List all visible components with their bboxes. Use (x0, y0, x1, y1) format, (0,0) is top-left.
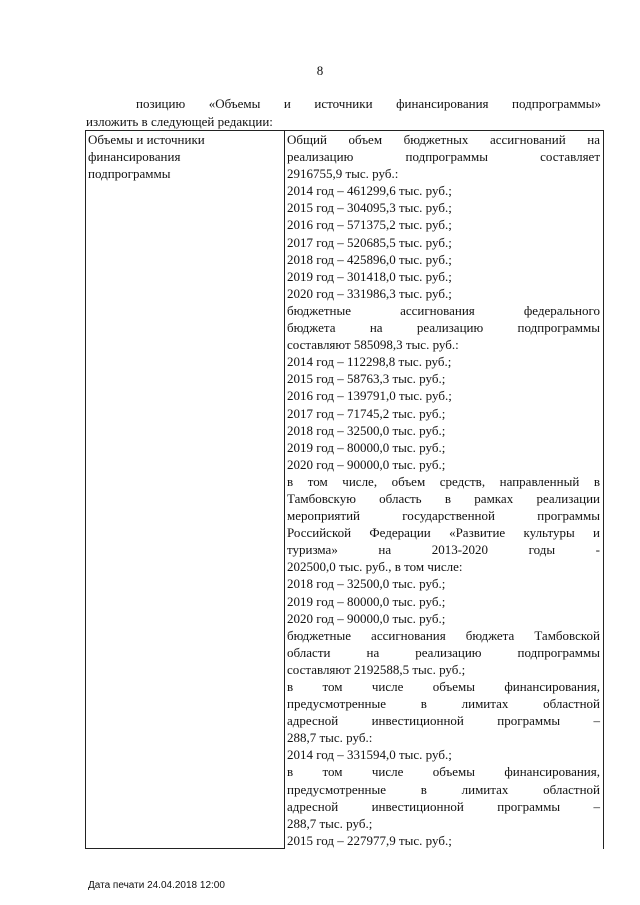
funding-detail-line: предусмотренные в лимитах областной (287, 781, 600, 797)
funding-detail-line: 2015 год – 304095,3 тыс. руб.; (287, 200, 452, 216)
left-cell-line: финансирования (88, 149, 181, 165)
funding-detail-line: 2014 год – 461299,6 тыс. руб.; (287, 183, 452, 199)
funding-detail-line: 288,7 тыс. руб.; (287, 815, 373, 831)
funding-detail-line: 2014 год – 112298,8 тыс. руб.; (287, 354, 452, 370)
funding-detail-line: области на реализацию подпрограммы (287, 644, 600, 660)
funding-detail-line: реализацию подпрограммы составляет (287, 149, 600, 165)
funding-detail-line: бюджетные ассигнования федерального (287, 302, 600, 318)
funding-detail-line: 2018 год – 425896,0 тыс. руб.; (287, 251, 452, 267)
funding-detail-line: 2016 год – 571375,2 тыс. руб.; (287, 217, 452, 233)
funding-detail-line: 2020 год – 90000,0 тыс. руб.; (287, 610, 446, 626)
funding-detail-line: 2020 год – 331986,3 тыс. руб.; (287, 285, 452, 301)
funding-detail-line: 2017 год – 520685,5 тыс. руб.; (287, 234, 452, 250)
funding-detail-line: составляют 585098,3 тыс. руб.: (287, 337, 459, 353)
funding-detail-line: бюджета на реализацию подпрограммы (287, 320, 600, 336)
funding-detail-line: Общий объем бюджетных ассигнований на (287, 132, 600, 147)
funding-detail-line: 2016 год – 139791,0 тыс. руб.; (287, 388, 452, 404)
funding-detail-line: адресной инвестиционной программы – (287, 713, 600, 729)
funding-detail-line: 2018 год – 32500,0 тыс. руб.; (287, 576, 446, 592)
funding-detail-line: 202500,0 тыс. руб., в том числе: (287, 559, 463, 575)
funding-detail-line: 288,7 тыс. руб.: (287, 730, 373, 746)
funding-detail-line: в том числе объемы финансирования, (287, 679, 600, 694)
funding-detail-line: в том числе, объем средств, направленный в (287, 473, 600, 489)
funding-detail-line: Тамбовскую область в рамках реализации (287, 490, 600, 506)
funding-detail-line: 2020 год – 90000,0 тыс. руб.; (287, 456, 446, 472)
funding-detail-line: мероприятий государственной программы (287, 508, 600, 524)
funding-detail-line: бюджетные ассигнования бюджета Тамбовской (287, 627, 600, 643)
funding-details-cell (285, 131, 604, 849)
print-date-footer: Дата печати 24.04.2018 12:00 (88, 880, 225, 891)
funding-detail-line: 2017 год – 71745,2 тыс. руб.; (287, 405, 446, 421)
funding-detail-line: 2014 год – 331594,0 тыс. руб.; (287, 747, 452, 763)
page-number: 8 (316, 63, 324, 78)
funding-detail-line: Российской Федерации «Развитие культуры и (287, 525, 600, 541)
table-row (86, 131, 604, 849)
funding-table (85, 130, 604, 849)
funding-detail-line: адресной инвестиционной программы – (287, 798, 600, 814)
funding-detail-line: 2019 год – 80000,0 тыс. руб.; (287, 439, 446, 455)
funding-detail-line: 2019 год – 301418,0 тыс. руб.; (287, 268, 452, 284)
funding-detail-line: предусмотренные в лимитах областной (287, 696, 600, 712)
funding-detail-line: 2015 год – 58763,3 тыс. руб.; (287, 371, 446, 387)
funding-detail-line: туризма» на 2013-2020 годы - (287, 542, 600, 558)
funding-label-cell (86, 131, 285, 849)
intro-line-1: позицию «Объемы и источники финансирования подпрограммы» (136, 96, 601, 111)
funding-detail-line: 2015 год – 227977,9 тыс. руб.; (287, 832, 452, 848)
left-cell-line: подпрограммы (88, 166, 171, 182)
funding-detail-line: 2019 год – 80000,0 тыс. руб.; (287, 593, 446, 609)
funding-detail-line: в том числе объемы финансирования, (287, 764, 600, 780)
funding-detail-line: 2018 год – 32500,0 тыс. руб.; (287, 422, 446, 438)
funding-detail-line: составляют 2192588,5 тыс. руб.; (287, 661, 466, 677)
left-cell-line: Объемы и источники (88, 132, 205, 147)
intro-line-2: изложить в следующей редакции: (86, 114, 273, 129)
funding-detail-line: 2916755,9 тыс. руб.: (287, 166, 399, 182)
